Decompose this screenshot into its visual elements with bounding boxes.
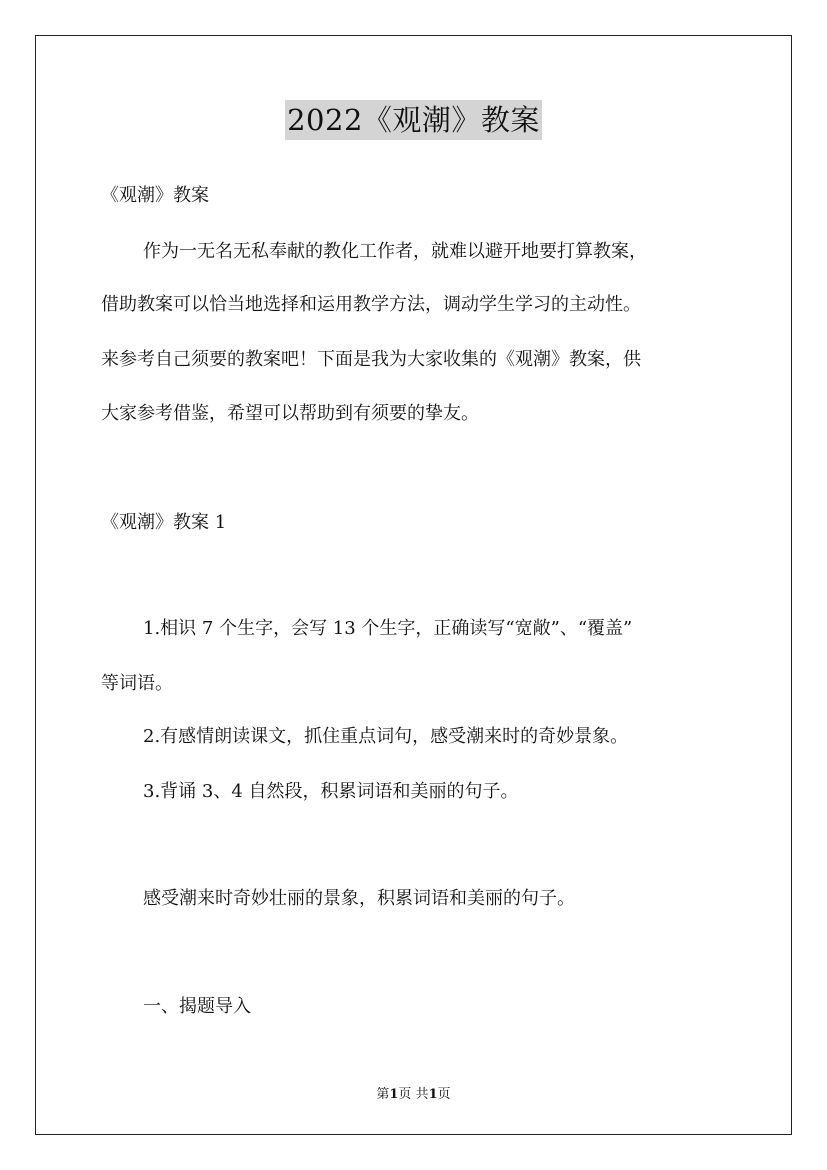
footer-page-current: 1 <box>389 1087 399 1102</box>
footer-prefix: 第 <box>376 1087 390 1102</box>
page-footer <box>0 1083 827 1102</box>
intro-line-4: 大家参考借鉴，希望可以帮助到有须要的挚友。 <box>101 403 479 424</box>
intro-line-2: 借助教案可以恰当地选择和运用教学方法，调动学生学习的主动性。 <box>101 294 641 315</box>
step-heading: 一、揭题导入 <box>143 996 251 1017</box>
footer-suffix: 页 <box>437 1087 451 1102</box>
objective-line-2: 等词语。 <box>101 673 173 694</box>
footer-page-total: 1 <box>428 1087 438 1102</box>
objective-line-4: 3.背诵 3、4 自然段，积累词语和美丽的句子。 <box>143 781 519 802</box>
objective-line-3: 2.有感情朗读课文，抓住重点词句，感受潮来时的奇妙景象。 <box>143 726 629 747</box>
intro-line-1: 作为一无名无私奉献的教化工作者，就难以避开地要打算教案， <box>143 241 647 262</box>
section-heading: 《观潮》教案 1 <box>101 512 227 533</box>
footer-mid: 页 共 <box>398 1087 429 1102</box>
key-point: 感受潮来时奇妙壮丽的景象，积累词语和美丽的句子。 <box>143 888 575 909</box>
document-title: 2022《观潮》教案 <box>285 100 542 140</box>
title-container <box>0 100 827 140</box>
objective-line-1: 1.相识 7 个生字，会写 13 个生字，正确读写“宽敞”、“覆盖” <box>143 618 633 639</box>
intro-line-3: 来参考自己须要的教案吧！下面是我为大家收集的《观潮》教案，供 <box>101 349 641 370</box>
document-subtitle: 《观潮》教案 <box>101 185 209 206</box>
